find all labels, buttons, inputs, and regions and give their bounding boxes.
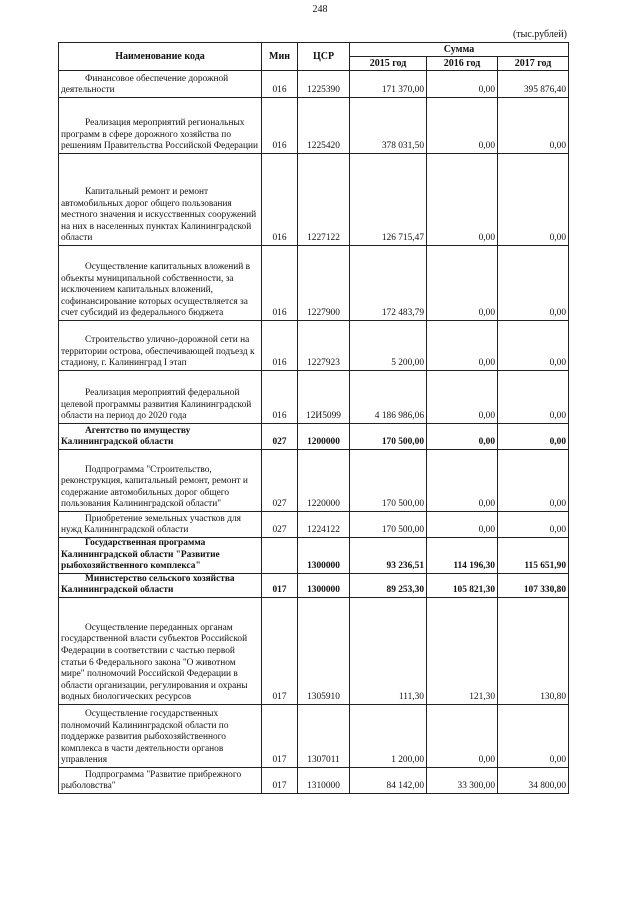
row-min-cell: 017 — [262, 573, 298, 597]
row-value-2017: 395 876,40 — [498, 71, 569, 98]
row-csr-cell: 1220000 — [298, 450, 350, 512]
row-name-cell: Финансовое обеспечение дорожной деятельности — [59, 71, 262, 98]
row-value-2017: 0,00 — [498, 321, 569, 371]
row-name-cell: Реализация мероприятий федеральной целевой программы развития Калининградской области на период до 2020 года — [59, 371, 262, 424]
row-csr-cell: 1225420 — [298, 98, 350, 154]
row-value-2017: 130,80 — [498, 597, 569, 704]
row-csr-cell: 1300000 — [298, 573, 350, 597]
header-name: Наименование кода — [59, 43, 262, 71]
row-value-2016: 0,00 — [427, 512, 498, 538]
row-value-2017: 0,00 — [498, 371, 569, 424]
row-value-2015: 170 500,00 — [350, 450, 427, 512]
row-value-2016: 0,00 — [427, 71, 498, 98]
table-row — [59, 98, 569, 154]
row-name-cell: Государственная программа Калининградской области "Развитие рыбохозяйственного комплекса" — [59, 538, 262, 574]
table-row — [59, 71, 569, 98]
row-min-cell — [262, 538, 298, 574]
row-min-cell: 027 — [262, 512, 298, 538]
row-name-cell: Министерство сельского хозяйства Калининградской области — [59, 573, 262, 597]
header-year-2015: 2015 год — [350, 57, 427, 71]
row-value-2017: 107 330,80 — [498, 573, 569, 597]
row-value-2017: 0,00 — [498, 704, 569, 767]
row-min-cell: 027 — [262, 424, 298, 450]
table-row — [59, 246, 569, 321]
header-year-2017: 2017 год — [498, 57, 569, 71]
table-row — [59, 371, 569, 424]
row-name-cell: Приобретение земельных участков для нужд Калининградской области — [59, 512, 262, 538]
row-name-cell: Агентство по имуществу Калининградской области — [59, 424, 262, 450]
row-value-2016: 0,00 — [427, 321, 498, 371]
row-min-cell: 016 — [262, 71, 298, 98]
table-row — [59, 538, 569, 574]
row-csr-cell: 1300000 — [298, 538, 350, 574]
header-min: Мин — [262, 43, 298, 71]
row-value-2016: 0,00 — [427, 246, 498, 321]
row-value-2016: 0,00 — [427, 424, 498, 450]
row-csr-cell: 12И5099 — [298, 371, 350, 424]
units-label: (тыс.рублей) — [512, 29, 567, 40]
row-name-cell: Осуществление переданных органам государственной власти субъектов Российской Федерации в соответствии с частью первой статьи 6 Федерального закона "О животном мире" полномочий Российской Федерации в области организации, регулирования и охраны водных биологических ресурсов — [59, 597, 262, 704]
table-row — [59, 154, 569, 246]
row-value-2015: 4 186 986,06 — [350, 371, 427, 424]
header-sum: Сумма — [350, 43, 569, 57]
row-value-2016: 33 300,00 — [427, 767, 498, 793]
row-csr-cell: 1227923 — [298, 321, 350, 371]
row-min-cell: 017 — [262, 767, 298, 793]
row-value-2015: 170 500,00 — [350, 424, 427, 450]
row-min-cell: 017 — [262, 597, 298, 704]
row-value-2017: 0,00 — [498, 154, 569, 246]
row-value-2015: 93 236,51 — [350, 538, 427, 574]
table-row — [59, 767, 569, 793]
table-row — [59, 573, 569, 597]
row-min-cell: 016 — [262, 98, 298, 154]
row-name-cell: Реализация мероприятий региональных программ в сфере дорожного хозяйства по решениям Правительства Российской Федерации — [59, 98, 262, 154]
row-name-cell: Капитальный ремонт и ремонт автомобильных дорог общего пользования местного значения и искусственных сооружений на них в населенных пунктах Калининградской области — [59, 154, 262, 246]
row-value-2015: 111,30 — [350, 597, 427, 704]
row-value-2017: 115 651,90 — [498, 538, 569, 574]
row-value-2015: 89 253,30 — [350, 573, 427, 597]
table-row — [59, 704, 569, 767]
budget-table — [58, 42, 569, 794]
row-value-2016: 0,00 — [427, 450, 498, 512]
row-value-2017: 0,00 — [498, 424, 569, 450]
row-value-2015: 171 370,00 — [350, 71, 427, 98]
row-value-2016: 0,00 — [427, 371, 498, 424]
row-csr-cell: 1224122 — [298, 512, 350, 538]
row-value-2017: 0,00 — [498, 98, 569, 154]
row-value-2016: 0,00 — [427, 154, 498, 246]
table-row — [59, 597, 569, 704]
row-value-2016: 0,00 — [427, 704, 498, 767]
row-value-2016: 0,00 — [427, 98, 498, 154]
row-value-2017: 0,00 — [498, 512, 569, 538]
row-value-2015: 172 483,79 — [350, 246, 427, 321]
row-min-cell: 017 — [262, 704, 298, 767]
table-row — [59, 321, 569, 371]
row-min-cell: 016 — [262, 371, 298, 424]
row-value-2017: 34 800,00 — [498, 767, 569, 793]
row-value-2016: 121,30 — [427, 597, 498, 704]
row-value-2016: 114 196,30 — [427, 538, 498, 574]
header-year-2016: 2016 год — [427, 57, 498, 71]
row-min-cell: 016 — [262, 154, 298, 246]
row-value-2015: 126 715,47 — [350, 154, 427, 246]
row-min-cell: 016 — [262, 321, 298, 371]
row-value-2017: 0,00 — [498, 450, 569, 512]
row-value-2015: 170 500,00 — [350, 512, 427, 538]
row-value-2016: 105 821,30 — [427, 573, 498, 597]
table-row — [59, 424, 569, 450]
row-min-cell: 027 — [262, 450, 298, 512]
row-name-cell: Подпрограмма "Строительство, реконструкция, капитальный ремонт, ремонт и содержание автомобильных дорог общего пользования Калининградской области" — [59, 450, 262, 512]
row-value-2017: 0,00 — [498, 246, 569, 321]
table-row — [59, 512, 569, 538]
row-name-cell: Строительство улично-дорожной сети на территории острова, обеспечивающей подъезд к стадиону, г. Калининград I этап — [59, 321, 262, 371]
row-value-2015: 378 031,50 — [350, 98, 427, 154]
row-csr-cell: 1200000 — [298, 424, 350, 450]
row-csr-cell: 1227900 — [298, 246, 350, 321]
row-csr-cell: 1310000 — [298, 767, 350, 793]
row-value-2015: 1 200,00 — [350, 704, 427, 767]
row-name-cell: Подпрограмма "Развитие прибрежного рыболовства" — [59, 767, 262, 793]
row-csr-cell: 1227122 — [298, 154, 350, 246]
row-csr-cell: 1305910 — [298, 597, 350, 704]
row-min-cell: 016 — [262, 246, 298, 321]
row-value-2015: 5 200,00 — [350, 321, 427, 371]
row-value-2015: 84 142,00 — [350, 767, 427, 793]
row-csr-cell: 1307011 — [298, 704, 350, 767]
table-row — [59, 450, 569, 512]
row-name-cell: Осуществление государственных полномочий Калининградской области по поддержке развития рыбохозяйственного комплекса в части деятельности органов управления — [59, 704, 262, 767]
header-csr: ЦСР — [298, 43, 350, 71]
row-csr-cell: 1225390 — [298, 71, 350, 98]
row-name-cell: Осуществление капитальных вложений в объекты муниципальной собственности, за исключением капитальных вложений, софинансирование которых осуществляется за счет субсидий из федерального бюджета — [59, 246, 262, 321]
page-number: 248 — [312, 4, 328, 15]
